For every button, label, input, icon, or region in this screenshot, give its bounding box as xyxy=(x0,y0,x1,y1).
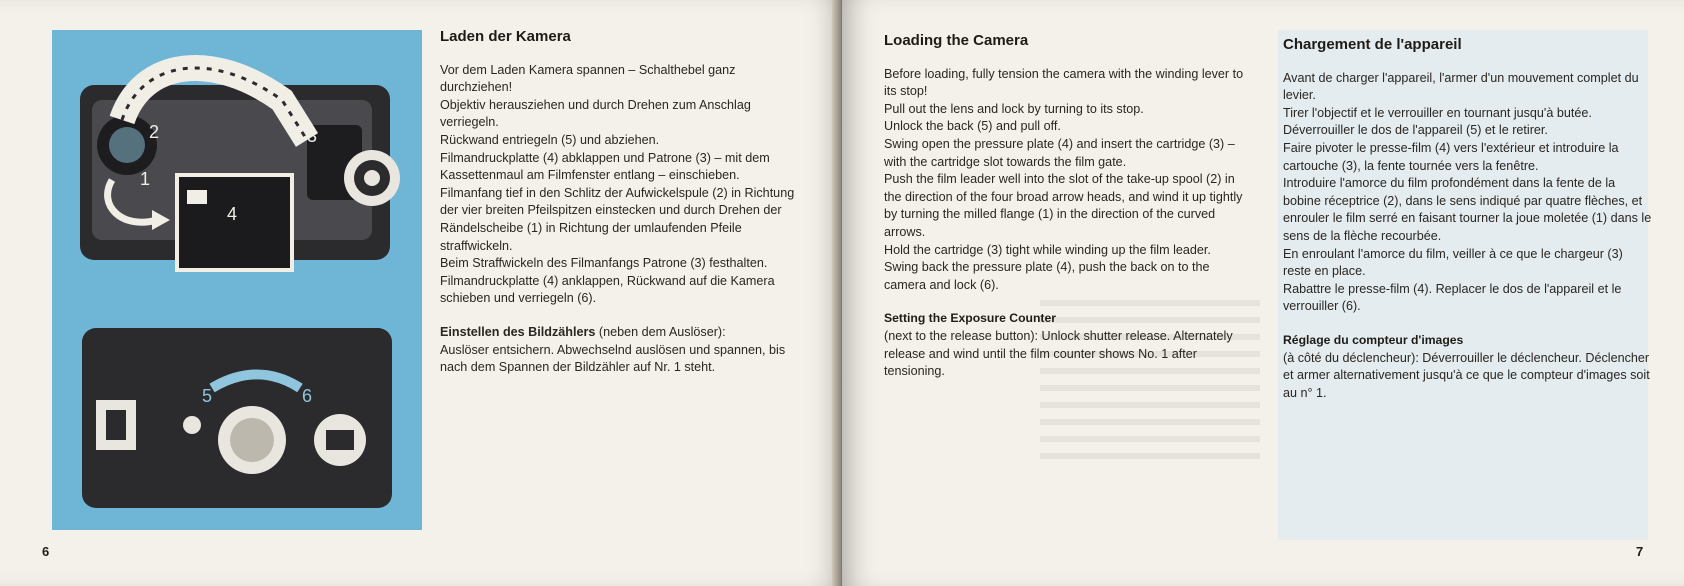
german-heading: Laden der Kamera xyxy=(440,28,571,45)
english-paragraph: Hold the cartridge (3) tight while winding up the film leader. xyxy=(884,242,1211,257)
english-paragraph: Pull out the lens and lock by turning to its stop. xyxy=(884,101,1144,116)
english-paragraph: Push the film leader well into the slot of the take-up spool (2) in the direction of the four broad arrow heads, and wind it up tightly by turning the milled flange (1) in the direction of the curved arrows. xyxy=(884,172,1243,239)
french-counter-text: (à côté du déclencheur): Déverrouiller le déclencheur. Déclencher et armer alternativement jusqu'à ce que le compteur d'images soit au n° 1. xyxy=(1283,350,1650,400)
camera-loading-illustration xyxy=(52,30,422,530)
figure-label-2: 2 xyxy=(149,122,160,142)
english-counter-text: (next to the release button): Unlock shutter release. Alternately release and wind until the film counter shows No. 1 after tensioning. xyxy=(884,328,1233,379)
german-paragraph: Filmanfang tief in den Schlitz der Aufwickelspule (2) in Richtung der vier breiten Pfeilspitzen einstecken und durch Drehen der Rändelscheibe (1) in Richtung der umlaufenden Pfeile straffwickeln. xyxy=(440,185,795,253)
french-paragraph: En enroulant l'amorce du film, veiller à ce que le chargeur (3) reste en place. xyxy=(1283,246,1623,279)
french-column xyxy=(1283,36,1653,402)
german-paragraph: Objektiv herausziehen und durch Drehen zum Anschlag verriegeln. xyxy=(440,97,751,130)
german-paragraph: Beim Straffwickeln des Filmanfangs Patrone (3) festhalten. xyxy=(440,256,768,271)
german-counter-text: Auslöser entsichern. Abwechselnd auslösen und spannen, bis nach dem Spannen der Bildzähler auf Nr. 1 steht. xyxy=(440,342,786,375)
english-paragraph: Swing back the pressure plate (4), push the back on to the camera and lock (6). xyxy=(884,260,1210,292)
page-number-left: 6 xyxy=(42,544,50,559)
german-column xyxy=(440,28,810,377)
german-counter-paragraph xyxy=(440,324,810,342)
french-paragraph: Faire pivoter le presse-film (4) vers l'extérieur et introduire la cartouche (3), la fente tournée vers la fenêtre. xyxy=(1283,140,1619,173)
french-paragraph: Introduire l'amorce du film profondément dans la fente de la bobine réceptrice (2), dans le sens indiqué par quatre flèches, et enrouler le film serré en faisant tourner la joue moletée (1) dans le sens de la flèche recourbée. xyxy=(1283,176,1652,243)
german-paragraph: Filmandruckplatte (4) anklappen, Rückwand auf die Kamera schieben und verriegeln (6). xyxy=(440,273,775,306)
figure-label-5: 5 xyxy=(202,386,213,406)
french-heading: Chargement de l'appareil xyxy=(1283,36,1462,53)
german-subheading: Einstellen des Bildzählers xyxy=(440,324,596,339)
english-heading: Loading the Camera xyxy=(884,32,1029,49)
release-button xyxy=(183,416,201,434)
figure-label-6: 6 xyxy=(302,386,313,406)
german-paragraph: Rückwand entriegeln (5) und abziehen. xyxy=(440,132,660,147)
page-number-right: 7 xyxy=(1636,544,1644,559)
camera-diagram xyxy=(52,30,422,530)
german-paragraph: Vor dem Laden Kamera spannen – Schalthebel ganz durchziehen! xyxy=(440,62,736,95)
english-subheading: Setting the Exposure Counter xyxy=(884,311,1056,326)
french-subheading: Réglage du compteur d'images xyxy=(1283,332,1464,347)
french-paragraph: Tirer l'objectif et le verrouiller en tournant jusqu'à butée. xyxy=(1283,105,1592,120)
french-paragraph: Avant de charger l'appareil, l'armer d'un mouvement complet du levier. xyxy=(1283,70,1639,103)
figure-label-1: 1 xyxy=(140,169,151,189)
french-paragraph: Rabattre le presse-film (4). Replacer le dos de l'appareil et le verrouiller (6). xyxy=(1283,281,1622,314)
english-paragraph: Swing open the pressure plate (4) and insert the cartridge (3) – with the cartridge slot towards the film gate. xyxy=(884,136,1235,169)
english-column xyxy=(884,32,1254,381)
figure-label-4: 4 xyxy=(227,204,238,224)
english-paragraph: Before loading, fully tension the camera with the winding lever to its stop! xyxy=(884,66,1244,99)
english-paragraph: Unlock the back (5) and pull off. xyxy=(884,119,1061,134)
german-paragraph: Filmandruckplatte (4) abklappen und Patrone (3) – mit dem Kassettenmaul am Filmfenster entlang – einschieben. xyxy=(440,150,770,183)
german-subheading-rest: (neben dem Auslöser): xyxy=(595,324,726,339)
french-paragraph: Déverrouiller le dos de l'appareil (5) et le retirer. xyxy=(1283,123,1548,138)
figure-label-3: 3 xyxy=(307,126,318,146)
